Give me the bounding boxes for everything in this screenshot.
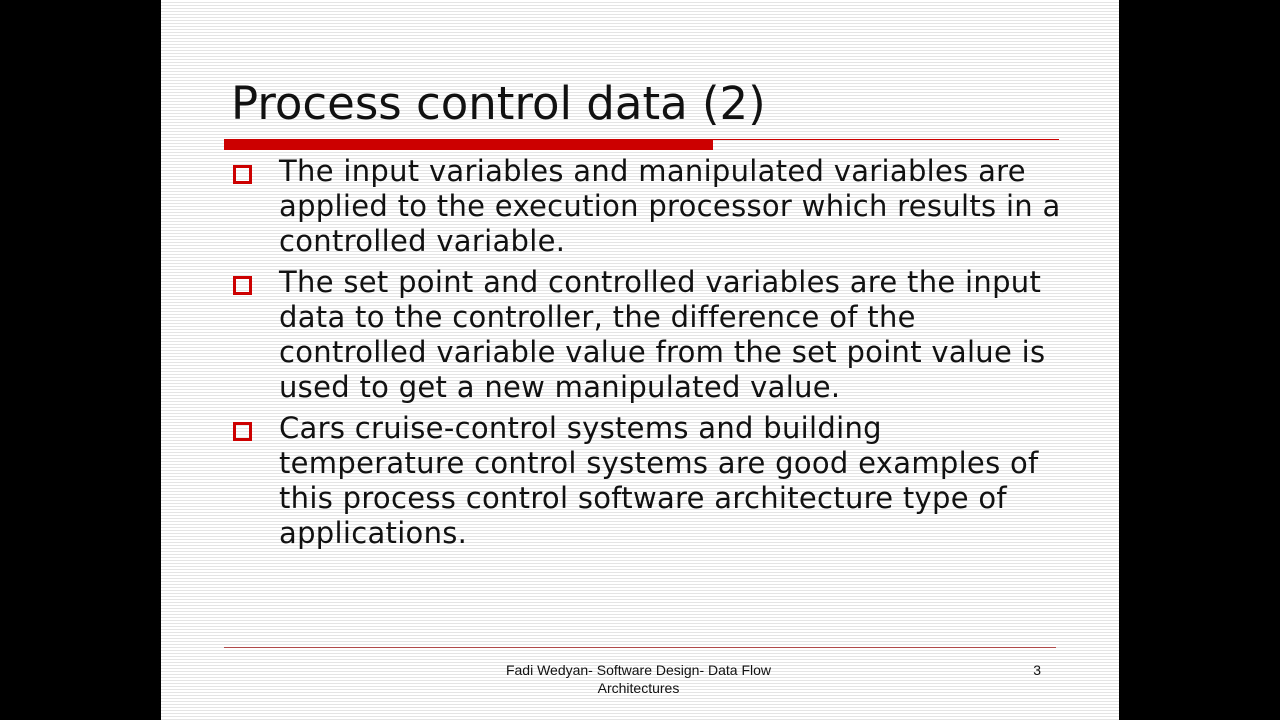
title-accent-bar [224, 140, 713, 150]
hollow-square-bullet-icon [233, 276, 252, 295]
footer-caption: Fadi Wedyan- Software Design- Data Flow Architectures [505, 662, 772, 696]
bullet-item [231, 411, 1071, 551]
footer-rule [224, 647, 1056, 648]
page-number: 3 [1033, 662, 1041, 678]
bullet-text: Cars cruise-control systems and building temperature control systems are good examples of this process control software architecture type of applications. [279, 411, 1039, 550]
hollow-square-bullet-icon [233, 422, 252, 441]
bullet-text: The input variables and manipulated variables are applied to the execution processor which results in a controlled variable. [279, 154, 1061, 258]
bullet-item [231, 154, 1071, 259]
bullet-item [231, 265, 1071, 405]
slide [161, 0, 1119, 720]
hollow-square-bullet-icon [233, 165, 252, 184]
bullet-text: The set point and controlled variables are the input data to the controller, the difference of the controlled variable value from the set point value is used to get a new manipulated value. [279, 265, 1046, 404]
bullet-list [231, 154, 1071, 557]
slide-title: Process control data (2) [231, 77, 766, 130]
